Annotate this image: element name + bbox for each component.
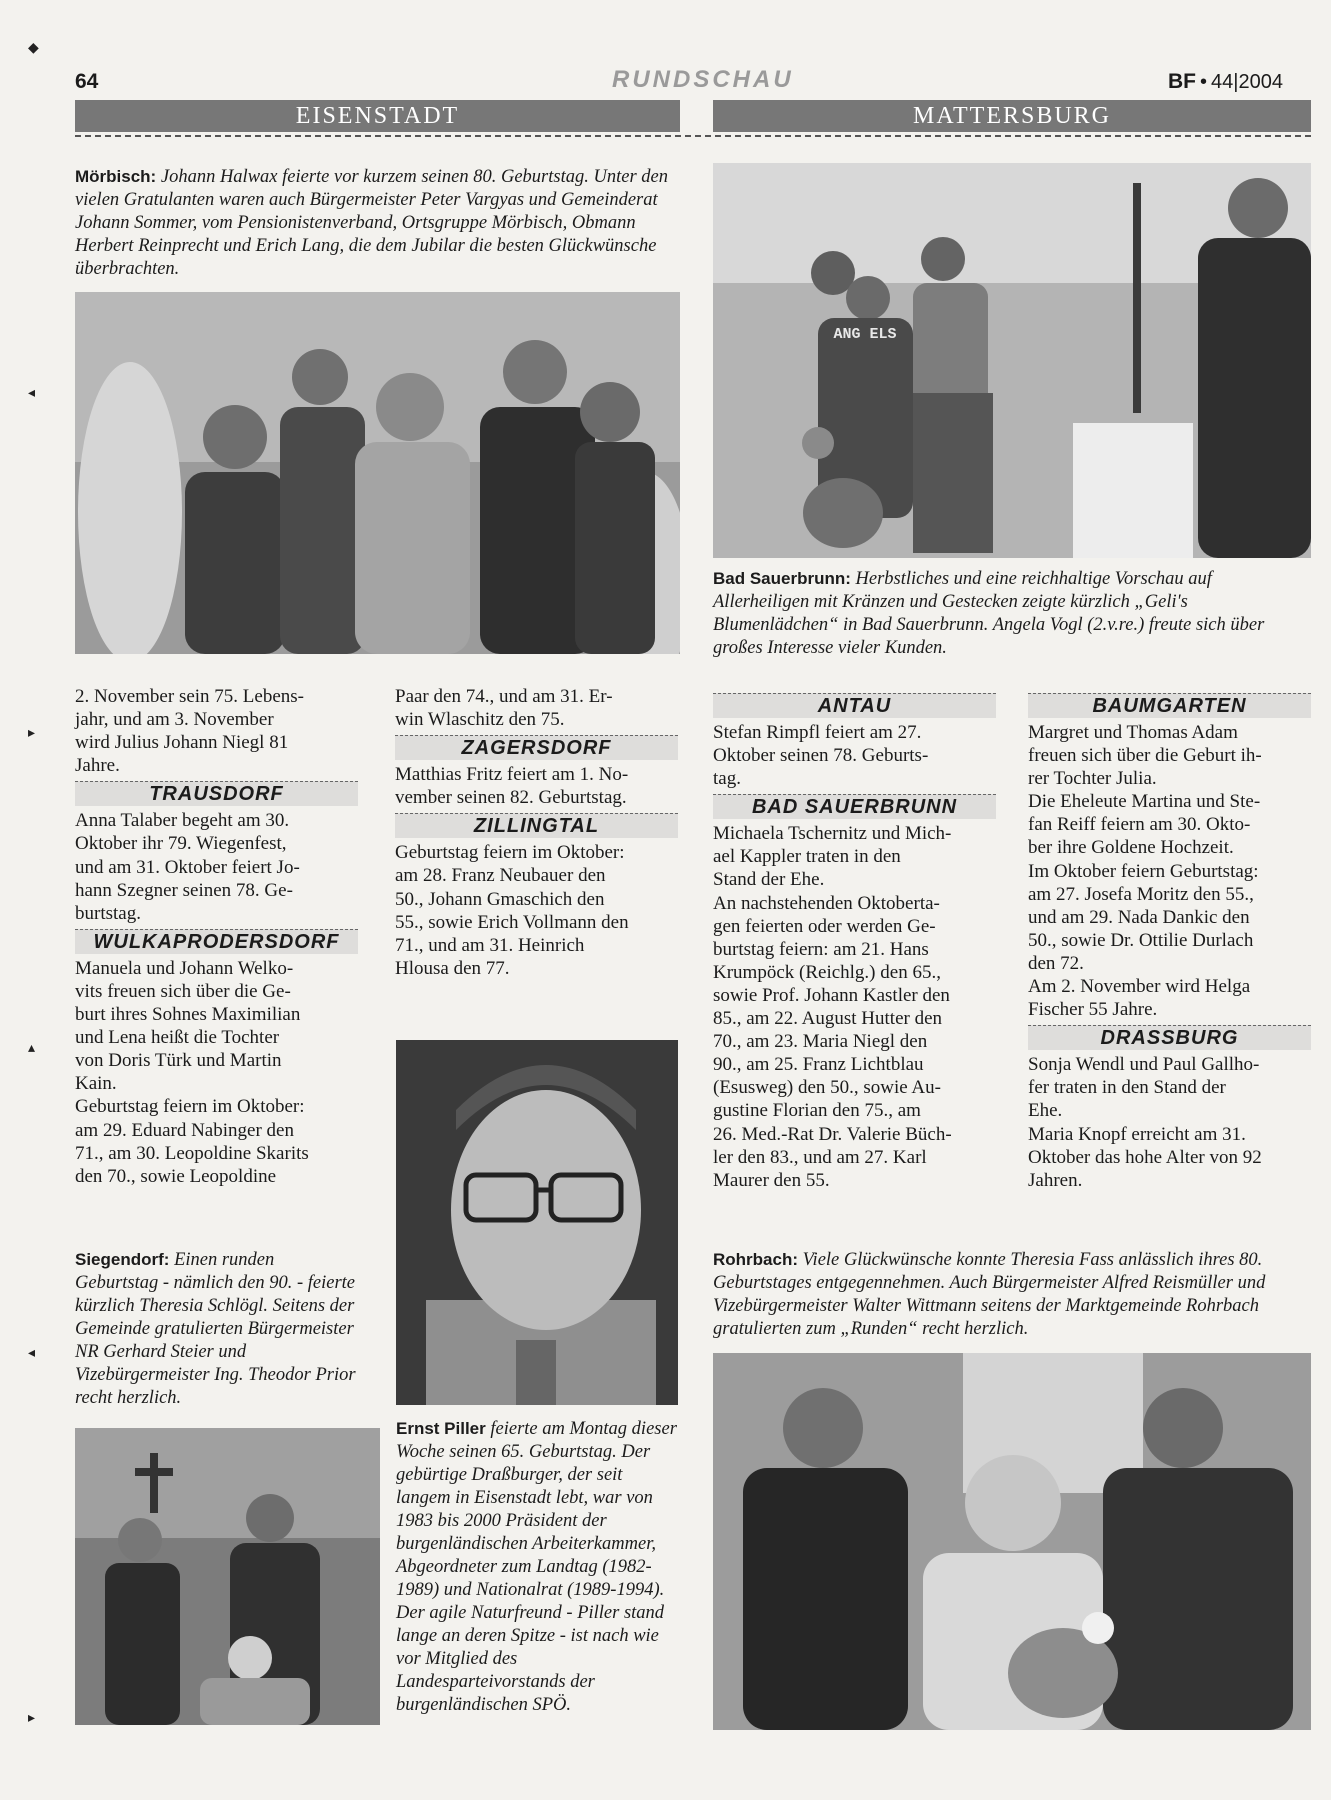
header-divider bbox=[75, 135, 1311, 137]
heading-baumgarten: BAUMGARTEN bbox=[1028, 693, 1311, 718]
caption-piller bbox=[396, 1417, 678, 1717]
text-bad-sauerbrunn: Michaela Tschernitz und Mich- ael Kappler traten in den Stand der Ehe. An nachstehenden Oktoberta- gen feierten oder werden Ge- burtstag feiern: am 21. Hans Krumpöck (Reichlg.) den 65., sowie Prof. Johann Kastler den 85., am 22. August Hutter den 70., am 23. Maria Niegl den 90., am 25. Franz Lichtblau (Esusweg) den 50., sowie Au- gustine Florian den 75., am 26. Med.-Rat Dr. Valerie Büch- ler den 83., und am 27. Karl Maurer den 55. bbox=[713, 823, 952, 1191]
photo-siegendorf bbox=[75, 1428, 380, 1725]
caption-text: Herbstliches und eine reichhaltige Vorschau auf Allerheiligen mit Kränzen und Gestecken zeigte kürzlich „Geli's Blumenlädchen“ in Bad Sauerbrunn. Angela Vogl (2.v.re.) freute sich über großes Interesse vieler Kunden. bbox=[713, 569, 1265, 658]
caption-text: Johann Halwax feierte vor kurzem seinen 80. Geburtstag. Unter den vielen Gratulanten waren auch Bürgermeister Peter Vargyas und Gemeinderat Johann Sommer, vom Pensionistenverband, Ortsgruppe Mörbisch, Obmann Herbert Reinprecht und Erich Lang, die dem Jubilar die besten Glückwünsche überbrachten. bbox=[75, 167, 668, 279]
col2-intro: Paar den 74., und am 31. Er- win Wlaschitz den 75. bbox=[395, 686, 613, 731]
margin-mark: ▴ bbox=[28, 1041, 36, 1056]
heading-bad-sauerbrunn: BAD SAUERBRUNN bbox=[713, 794, 996, 819]
bullet: • bbox=[1200, 71, 1208, 93]
section-title: RUNDSCHAU bbox=[612, 66, 794, 93]
issue-info bbox=[1168, 70, 1283, 94]
photo-moerbisch bbox=[75, 292, 680, 654]
margin-mark: ◂ bbox=[28, 386, 36, 401]
margin-mark: ▸ bbox=[28, 726, 36, 741]
margin-mark: ◂ bbox=[28, 1346, 36, 1361]
region-mattersburg: MATTERSBURG bbox=[713, 100, 1311, 132]
text-drassburg: Sonja Wendl und Paul Gallho- fer traten in den Stand der Ehe. Maria Knopf erreicht am 31. Oktober das hohe Alter von 92 Jahren. bbox=[1028, 1054, 1262, 1191]
brand: BF bbox=[1168, 70, 1196, 93]
photo-piller bbox=[396, 1040, 678, 1405]
heading-zagersdorf: ZAGERSDORF bbox=[395, 735, 678, 760]
region-eisenstadt: EISENSTADT bbox=[75, 100, 680, 132]
text-zillingtal: Geburtstag feiern im Oktober: am 28. Franz Neubauer den 50., Johann Gmaschich den 55., sowie Erich Vollmann den 71., und am 31. Heinrich Hlousa den 77. bbox=[395, 842, 629, 979]
caption-text: feierte am Montag dieser Woche seinen 65. Geburtstag. Der gebürtige Draßburger, der seit langem in Eisenstadt lebt, war von 1983 bis 2000 Präsident der burgenländischen Arbeiterkammer, Abgeordneter zum Landtag (1982-1989) und Nationalrat (1989-1994). Der agile Naturfreund - Piller stand lange an deren Spitze - ist nach wie vor Mitglied des Landesparteivorstands der burgenländischen SPÖ. bbox=[396, 1419, 677, 1715]
column-4 bbox=[1028, 693, 1311, 1192]
caption-place: Siegendorf: bbox=[75, 1250, 170, 1269]
col1-intro: 2. November sein 75. Lebens- jahr, und am 3. November wird Julius Johann Niegl 81 Jahre. bbox=[75, 686, 304, 777]
column-1 bbox=[75, 685, 358, 1188]
caption-siegendorf bbox=[75, 1248, 358, 1410]
caption-place: Mörbisch: bbox=[75, 167, 157, 186]
text-antau: Stefan Rimpfl feiert am 27. Oktober seinen 78. Geburts- tag. bbox=[713, 722, 929, 790]
issue-number: 44|2004 bbox=[1211, 71, 1283, 93]
caption-place: Ernst Piller bbox=[396, 1419, 486, 1438]
heading-antau: ANTAU bbox=[713, 693, 996, 718]
caption-bad-sauerbrunn bbox=[713, 567, 1311, 660]
text-baumgarten: Margret und Thomas Adam freuen sich über die Geburt ih- rer Tochter Julia. Die Eheleute Martina und Ste- fan Reiff feiern am 30. Okto- ber ihre Goldene Hochzeit. Im Oktober feiern Geburtstag: am 27. Josefa Moritz den 55., und am 29. Nada Dankic den 50., sowie Dr. Ottilie Durlach den 72. Am 2. November wird Helga Fischer 55 Jahre. bbox=[1028, 722, 1262, 1021]
sweater-text: ANG ELS bbox=[833, 326, 897, 343]
caption-moerbisch bbox=[75, 165, 680, 281]
text-zagersdorf: Matthias Fritz feiert am 1. No- vember seinen 82. Geburtstag. bbox=[395, 764, 629, 809]
heading-wulkaprodersdorf: WULKAPRODERSDORF bbox=[75, 929, 358, 954]
column-2 bbox=[395, 685, 678, 980]
margin-mark: ◆ bbox=[28, 41, 39, 56]
caption-rohrbach bbox=[713, 1248, 1311, 1341]
caption-text: Viele Glückwünsche konnte Theresia Fass anlässlich ihres 80. Geburtstages entgegennehmen. Auch Bürgermeister Alfred Reismüller und Vizebürgermeister Walter Wittmann seitens der Marktgemeinde Rohrbach gratulierten zum „Runden“ recht herzlich. bbox=[713, 1250, 1266, 1339]
heading-zillingtal: ZILLINGTAL bbox=[395, 813, 678, 838]
heading-drassburg: DRASSBURG bbox=[1028, 1025, 1311, 1050]
caption-place: Rohrbach: bbox=[713, 1250, 798, 1269]
heading-trausdorf: TRAUSDORF bbox=[75, 781, 358, 806]
photo-rohrbach bbox=[713, 1353, 1311, 1730]
margin-mark: ▸ bbox=[28, 1711, 36, 1726]
column-3 bbox=[713, 693, 996, 1192]
photo-bad-sauerbrunn bbox=[713, 163, 1311, 558]
caption-place: Bad Sauerbrunn: bbox=[713, 569, 851, 588]
page-number: 64 bbox=[75, 70, 99, 93]
text-wulkaprodersdorf: Manuela und Johann Welko- vits freuen sich über die Ge- burt ihres Sohnes Maximilian und Lena heißt die Tochter von Doris Türk und Martin Kain. Geburtstag feiern im Oktober: am 29. Eduard Nabinger den 71., am 30. Leopoldine Skarits den 70., sowie Leopoldine bbox=[75, 957, 309, 1187]
text-trausdorf: Anna Talaber begeht am 30. Oktober ihr 79. Wiegenfest, und am 31. Oktober feiert Jo- hann Szegner seinen 78. Ge- burtstag. bbox=[75, 810, 300, 924]
caption-text: Einen runden Geburtstag - nämlich den 90. - feierte kürzlich Theresia Schlögl. Seitens der Gemeinde gratulierten Bürgermeister NR Gerhard Steier und Vizebürgermeister Ing. Theodor Prior recht herzlich. bbox=[75, 1250, 356, 1408]
